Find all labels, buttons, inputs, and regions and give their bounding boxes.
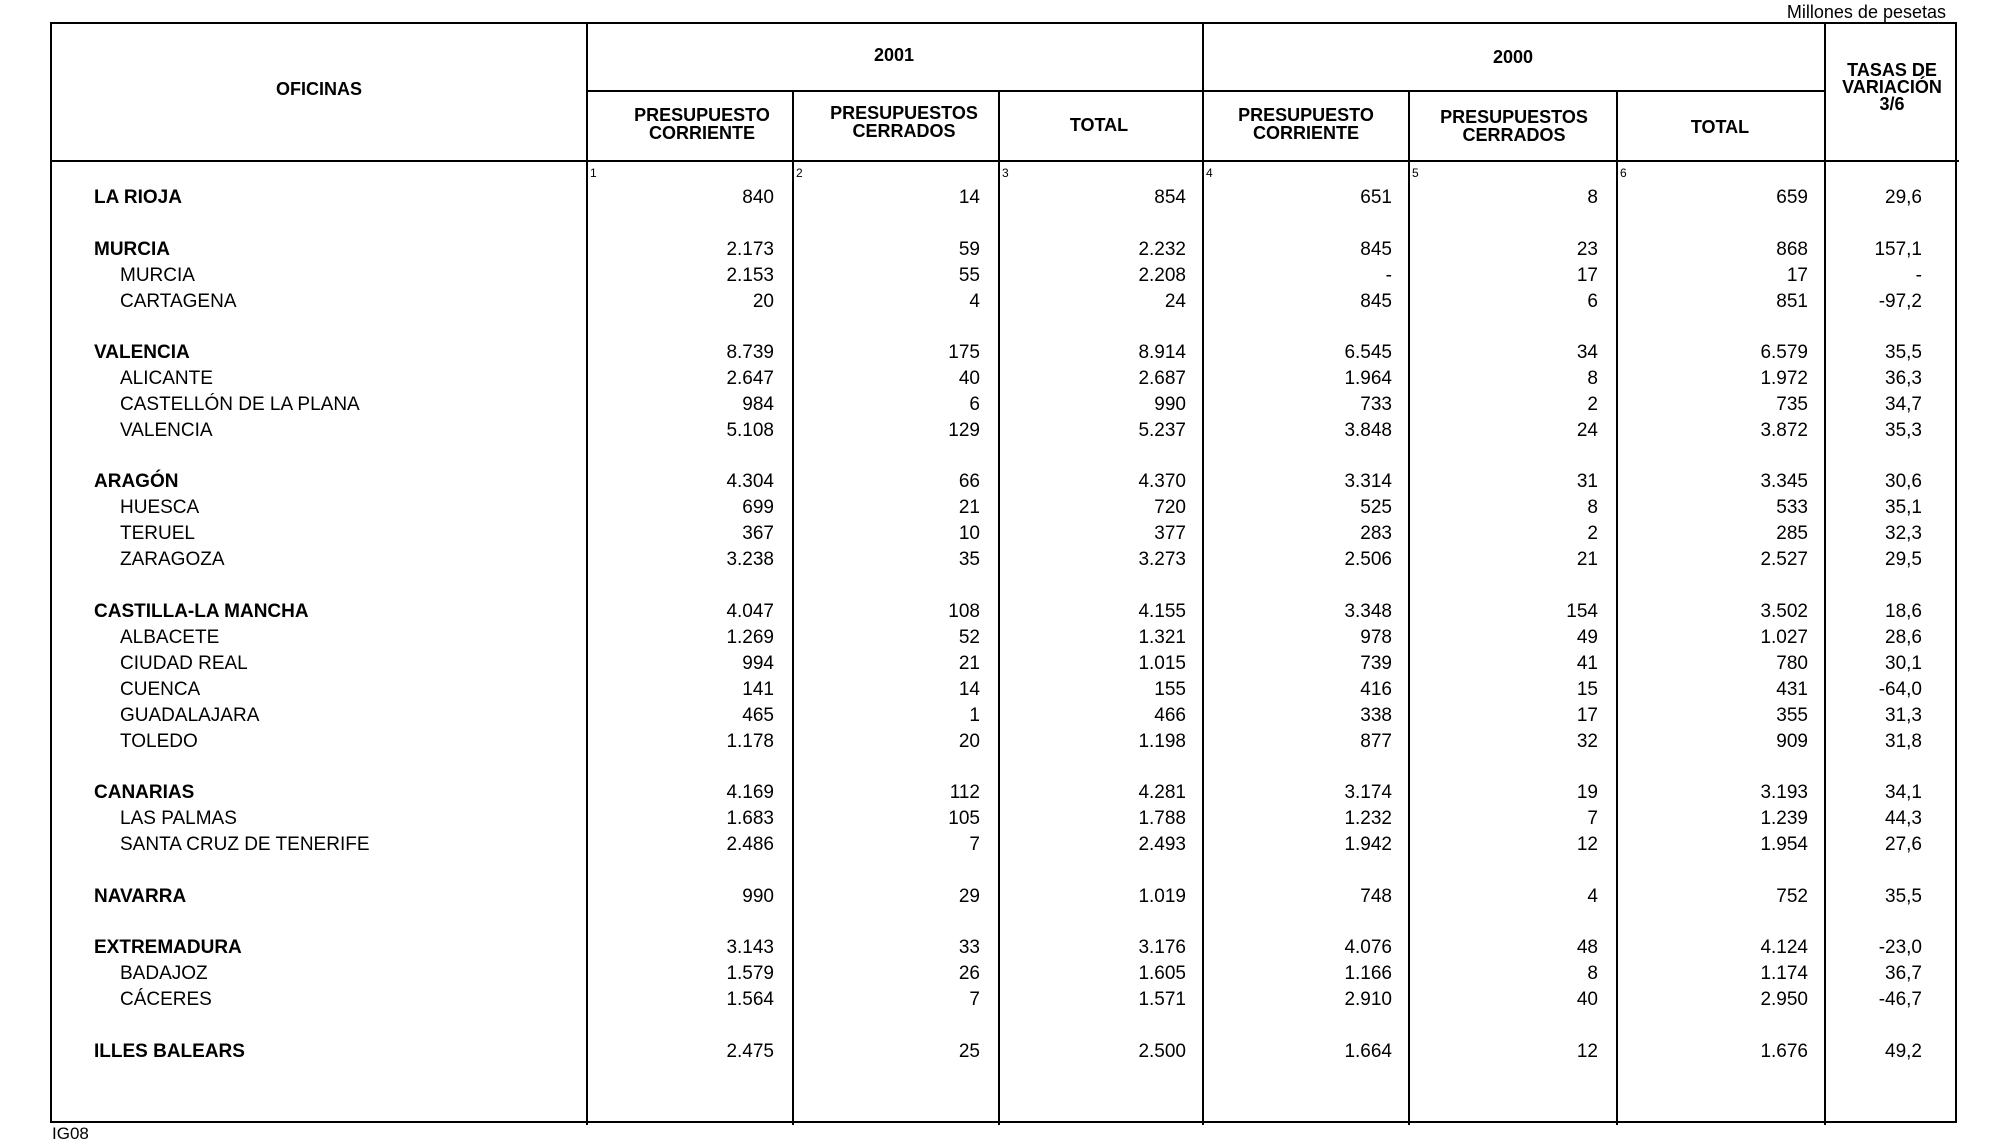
value-cell: 35,1	[1885, 497, 1922, 518]
value-cell: 1.664	[1344, 1041, 1392, 1062]
value-cell: 141	[742, 679, 774, 700]
office-label: TERUEL	[120, 523, 195, 544]
value-cell: 651	[1360, 187, 1392, 208]
value-cell: 18,6	[1885, 601, 1922, 622]
column-number: 2	[796, 166, 803, 180]
value-cell: 465	[742, 705, 774, 726]
table-row	[52, 549, 1959, 575]
value-cell: 4.124	[1760, 937, 1808, 958]
value-cell: 2.475	[726, 1041, 774, 1062]
value-cell: 52	[958, 627, 980, 648]
value-cell: 2.493	[1138, 834, 1186, 855]
value-cell: 367	[742, 523, 774, 544]
value-cell: 17	[1576, 705, 1598, 726]
value-cell: 1.019	[1138, 886, 1186, 907]
units-note: Millones de pesetas	[1786, 2, 1946, 22]
region-label: CANARIAS	[94, 782, 195, 803]
value-cell: 15	[1576, 679, 1598, 700]
table-row	[52, 782, 1959, 808]
value-cell: 735	[1776, 394, 1808, 415]
value-cell: 112	[949, 782, 980, 803]
value-cell: 851	[1776, 291, 1808, 312]
value-cell: 1.321	[1138, 627, 1186, 648]
value-cell: 978	[1360, 627, 1392, 648]
value-cell: 29	[958, 886, 980, 907]
table-row	[52, 394, 1959, 420]
value-cell: 49	[1576, 627, 1598, 648]
value-cell: 34,1	[1885, 782, 1922, 803]
value-cell: 2.208	[1138, 265, 1186, 286]
region-label: CASTILLA-LA MANCHA	[94, 601, 309, 622]
table-row	[52, 291, 1959, 317]
table-row	[52, 420, 1959, 446]
table-row	[52, 705, 1959, 731]
value-cell: 21	[958, 497, 980, 518]
header-total-2001: TOTAL	[1069, 115, 1129, 135]
value-cell: 1.198	[1138, 731, 1186, 752]
office-label: ALBACETE	[120, 627, 220, 648]
value-cell: 129	[948, 420, 980, 441]
column-number: 3	[1002, 166, 1009, 180]
column-number: 6	[1620, 166, 1627, 180]
value-cell: 2.950	[1760, 989, 1808, 1010]
value-cell: -46,7	[1878, 989, 1922, 1010]
office-label: CIUDAD REAL	[120, 653, 248, 674]
office-label: LAS PALMAS	[120, 808, 237, 829]
value-cell: 739	[1360, 653, 1392, 674]
value-cell: 21	[1576, 549, 1598, 570]
value-cell: 2.153	[726, 265, 774, 286]
value-cell: 3.238	[726, 549, 774, 570]
value-cell: 4.076	[1344, 937, 1392, 958]
value-cell: 2.687	[1138, 368, 1186, 389]
value-cell: 19	[1576, 782, 1598, 803]
value-cell: 3.193	[1760, 782, 1808, 803]
value-cell: 3.176	[1138, 937, 1186, 958]
value-cell: 55	[958, 265, 980, 286]
office-label: ALICANTE	[120, 368, 213, 389]
header-presupuestos-cerrados-2000: PRESUPUESTOS CERRADOS	[1440, 107, 1588, 145]
value-cell: 6.579	[1760, 342, 1808, 363]
value-cell: 6	[1587, 291, 1598, 312]
header-oficinas: OFICINAS	[275, 79, 362, 99]
value-cell: 4.304	[726, 471, 774, 492]
table-row	[52, 342, 1959, 368]
office-label: CASTELLÓN DE LA PLANA	[120, 394, 360, 415]
value-cell: 7	[1587, 808, 1598, 829]
value-cell: 154	[1566, 601, 1598, 622]
value-cell: 20	[958, 731, 980, 752]
value-cell: 377	[1154, 523, 1186, 544]
header-year-2001: 2001	[873, 45, 915, 65]
value-cell: 23	[1576, 239, 1598, 260]
value-cell: 108	[948, 601, 980, 622]
table-row	[52, 653, 1959, 679]
value-cell: 4.281	[1138, 782, 1186, 803]
value-cell: 48	[1576, 937, 1598, 958]
value-cell: -23,0	[1878, 937, 1922, 958]
value-cell: 34,7	[1885, 394, 1922, 415]
value-cell: 877	[1360, 731, 1392, 752]
table-row	[52, 187, 1959, 213]
table-row	[52, 523, 1959, 549]
value-cell: 27,6	[1885, 834, 1922, 855]
value-cell: 1.232	[1344, 808, 1392, 829]
value-cell: 1.174	[1760, 963, 1808, 984]
value-cell: 4.155	[1138, 601, 1186, 622]
value-cell: 2.910	[1344, 989, 1392, 1010]
region-label: NAVARRA	[94, 886, 187, 907]
value-cell: 1.166	[1344, 963, 1392, 984]
document-code: IG08	[52, 1124, 89, 1143]
table-row	[52, 368, 1959, 394]
value-cell: 8.914	[1138, 342, 1186, 363]
value-cell: 17	[1786, 265, 1808, 286]
table-row	[52, 834, 1959, 860]
budget-table	[50, 22, 1957, 1123]
value-cell: 909	[1776, 731, 1808, 752]
value-cell: 1.015	[1138, 653, 1186, 674]
value-cell: 720	[1154, 497, 1186, 518]
value-cell: 105	[948, 808, 980, 829]
value-cell: 854	[1154, 187, 1186, 208]
value-cell: -97,2	[1878, 291, 1922, 312]
value-cell: 1.972	[1760, 368, 1808, 389]
region-label: ILLES BALEARS	[94, 1041, 245, 1062]
value-cell: 7	[969, 989, 980, 1010]
value-cell: 525	[1360, 497, 1392, 518]
value-cell: 1.942	[1344, 834, 1392, 855]
value-cell: 2.500	[1138, 1041, 1186, 1062]
value-cell: 35	[958, 549, 980, 570]
value-cell: 2.232	[1138, 239, 1186, 260]
value-cell: 3.314	[1344, 471, 1392, 492]
table-row	[52, 886, 1959, 912]
value-cell: 12	[1576, 1041, 1598, 1062]
value-cell: 10	[958, 523, 980, 544]
office-label: VALENCIA	[120, 420, 213, 441]
year-header-underline	[586, 90, 1826, 92]
value-cell: 1.605	[1138, 963, 1186, 984]
value-cell: 8	[1587, 368, 1598, 389]
header-presupuestos-cerrados-2001: PRESUPUESTOS CERRADOS	[830, 103, 978, 141]
value-cell: 2.527	[1760, 549, 1808, 570]
value-cell: -64,0	[1878, 679, 1922, 700]
value-cell: 1.954	[1760, 834, 1808, 855]
value-cell: 35,5	[1885, 886, 1922, 907]
value-cell: 3.345	[1760, 471, 1808, 492]
value-cell: 659	[1776, 187, 1808, 208]
value-cell: 416	[1360, 679, 1392, 700]
office-label: TOLEDO	[120, 731, 198, 752]
value-cell: 466	[1154, 705, 1186, 726]
value-cell: 35,3	[1885, 420, 1922, 441]
value-cell: 8	[1587, 187, 1598, 208]
table-row	[52, 601, 1959, 627]
value-cell: 2.173	[726, 239, 774, 260]
value-cell: 1.683	[726, 808, 774, 829]
value-cell: -	[1385, 265, 1392, 286]
value-cell: 24	[1576, 420, 1598, 441]
value-cell: 41	[1576, 653, 1598, 674]
value-cell: 752	[1776, 886, 1808, 907]
value-cell: 35,5	[1885, 342, 1922, 363]
region-label: ARAGÓN	[94, 471, 179, 492]
table-row	[52, 497, 1959, 523]
value-cell: 733	[1360, 394, 1392, 415]
value-cell: 4	[969, 291, 980, 312]
value-cell: 2	[1587, 523, 1598, 544]
value-cell: 66	[958, 471, 980, 492]
value-cell: 990	[1154, 394, 1186, 415]
value-cell: 6	[969, 394, 980, 415]
value-cell: 3.174	[1344, 782, 1392, 803]
value-cell: 26	[958, 963, 980, 984]
value-cell: 1.579	[726, 963, 774, 984]
value-cell: 5.108	[726, 420, 774, 441]
value-cell: 1.269	[726, 627, 774, 648]
office-label: CARTAGENA	[120, 291, 237, 312]
value-cell: 36,3	[1885, 368, 1922, 389]
value-cell: 49,2	[1885, 1041, 1922, 1062]
value-cell: 155	[1154, 679, 1186, 700]
column-number: 1	[590, 166, 597, 180]
value-cell: 33	[958, 937, 980, 958]
table-row	[52, 265, 1959, 291]
office-label: CÁCERES	[120, 989, 212, 1010]
value-cell: 30,6	[1885, 471, 1922, 492]
value-cell: 355	[1776, 705, 1808, 726]
column-number: 5	[1412, 166, 1419, 180]
value-cell: 1.564	[726, 989, 774, 1010]
region-label: LA RIOJA	[94, 187, 182, 208]
value-cell: 30,1	[1885, 653, 1922, 674]
value-cell: -	[1915, 265, 1922, 286]
value-cell: 8.739	[726, 342, 774, 363]
value-cell: 748	[1360, 886, 1392, 907]
table-row	[52, 1041, 1959, 1067]
value-cell: 338	[1360, 705, 1392, 726]
header-year-2000: 2000	[1492, 47, 1534, 67]
value-cell: 157,1	[1874, 239, 1922, 260]
value-cell: 984	[742, 394, 774, 415]
value-cell: 1.571	[1138, 989, 1186, 1010]
value-cell: 3.848	[1344, 420, 1392, 441]
office-label: SANTA CRUZ DE TENERIFE	[120, 834, 370, 855]
value-cell: 994	[742, 653, 774, 674]
value-cell: 5.237	[1138, 420, 1186, 441]
value-cell: 780	[1776, 653, 1808, 674]
value-cell: 20	[752, 291, 774, 312]
value-cell: 3.348	[1344, 601, 1392, 622]
value-cell: 175	[948, 342, 980, 363]
table-row	[52, 731, 1959, 757]
value-cell: 840	[742, 187, 774, 208]
table-row	[52, 808, 1959, 834]
value-cell: 431	[1776, 679, 1808, 700]
value-cell: 1.239	[1760, 808, 1808, 829]
value-cell: 7	[969, 834, 980, 855]
value-cell: 40	[958, 368, 980, 389]
value-cell: 1.027	[1760, 627, 1808, 648]
table-row	[52, 989, 1959, 1015]
value-cell: 2.506	[1344, 549, 1392, 570]
value-cell: 868	[1776, 239, 1808, 260]
office-label: CUENCA	[120, 679, 201, 700]
value-cell: 34	[1576, 342, 1598, 363]
office-label: HUESCA	[120, 497, 200, 518]
value-cell: 845	[1360, 239, 1392, 260]
region-label: MURCIA	[94, 239, 170, 260]
column-number: 4	[1206, 166, 1213, 180]
value-cell: 1.676	[1760, 1041, 1808, 1062]
value-cell: 283	[1360, 523, 1392, 544]
value-cell: 29,5	[1885, 549, 1922, 570]
value-cell: 4	[1587, 886, 1598, 907]
value-cell: 32	[1576, 731, 1598, 752]
value-cell: 6.545	[1344, 342, 1392, 363]
table-row	[52, 627, 1959, 653]
table-row	[52, 937, 1959, 963]
office-label: GUADALAJARA	[120, 705, 260, 726]
office-label: MURCIA	[120, 265, 195, 286]
value-cell: 17	[1576, 265, 1598, 286]
value-cell: 40	[1576, 989, 1598, 1010]
value-cell: 2	[1587, 394, 1598, 415]
value-cell: 3.273	[1138, 549, 1186, 570]
header-total-2000: TOTAL	[1690, 117, 1750, 137]
value-cell: 4.169	[726, 782, 774, 803]
value-cell: 14	[958, 679, 980, 700]
value-cell: 1.964	[1344, 368, 1392, 389]
value-cell: 31,8	[1885, 731, 1922, 752]
value-cell: 2.647	[726, 368, 774, 389]
value-cell: 1.178	[726, 731, 774, 752]
value-cell: 28,6	[1885, 627, 1922, 648]
value-cell: 3.502	[1760, 601, 1808, 622]
value-cell: 44,3	[1885, 808, 1922, 829]
value-cell: 29,6	[1885, 187, 1922, 208]
value-cell: 3.872	[1760, 420, 1808, 441]
value-cell: 32,3	[1885, 523, 1922, 544]
value-cell: 14	[958, 187, 980, 208]
value-cell: 285	[1776, 523, 1808, 544]
value-cell: 845	[1360, 291, 1392, 312]
value-cell: 59	[958, 239, 980, 260]
value-cell: 4.370	[1138, 471, 1186, 492]
region-label: EXTREMADURA	[94, 937, 242, 958]
header-presupuesto-corriente-2001: PRESUPUESTO CORRIENTE	[634, 105, 770, 143]
table-row	[52, 963, 1959, 989]
value-cell: 21	[958, 653, 980, 674]
value-cell: 4.047	[726, 601, 774, 622]
header-bottom-rule	[52, 160, 1959, 162]
office-label: BADAJOZ	[120, 963, 208, 984]
value-cell: 31	[1576, 471, 1598, 492]
header-tasas: TASAS DE VARIACIÓN 3/6	[1842, 60, 1942, 114]
value-cell: 1.788	[1138, 808, 1186, 829]
value-cell: 699	[742, 497, 774, 518]
header-presupuesto-corriente-2000: PRESUPUESTO CORRIENTE	[1238, 105, 1374, 143]
value-cell: 1	[969, 705, 980, 726]
value-cell: 12	[1576, 834, 1598, 855]
table-row	[52, 679, 1959, 705]
value-cell: 8	[1587, 497, 1598, 518]
value-cell: 36,7	[1885, 963, 1922, 984]
value-cell: 3.143	[726, 937, 774, 958]
value-cell: 31,3	[1885, 705, 1922, 726]
value-cell: 2.486	[726, 834, 774, 855]
table-row	[52, 239, 1959, 265]
region-label: VALENCIA	[94, 342, 190, 363]
value-cell: 990	[742, 886, 774, 907]
value-cell: 8	[1587, 963, 1598, 984]
table-row	[52, 471, 1959, 497]
value-cell: 533	[1776, 497, 1808, 518]
office-label: ZARAGOZA	[120, 549, 225, 570]
value-cell: 25	[958, 1041, 980, 1062]
value-cell: 24	[1164, 291, 1186, 312]
